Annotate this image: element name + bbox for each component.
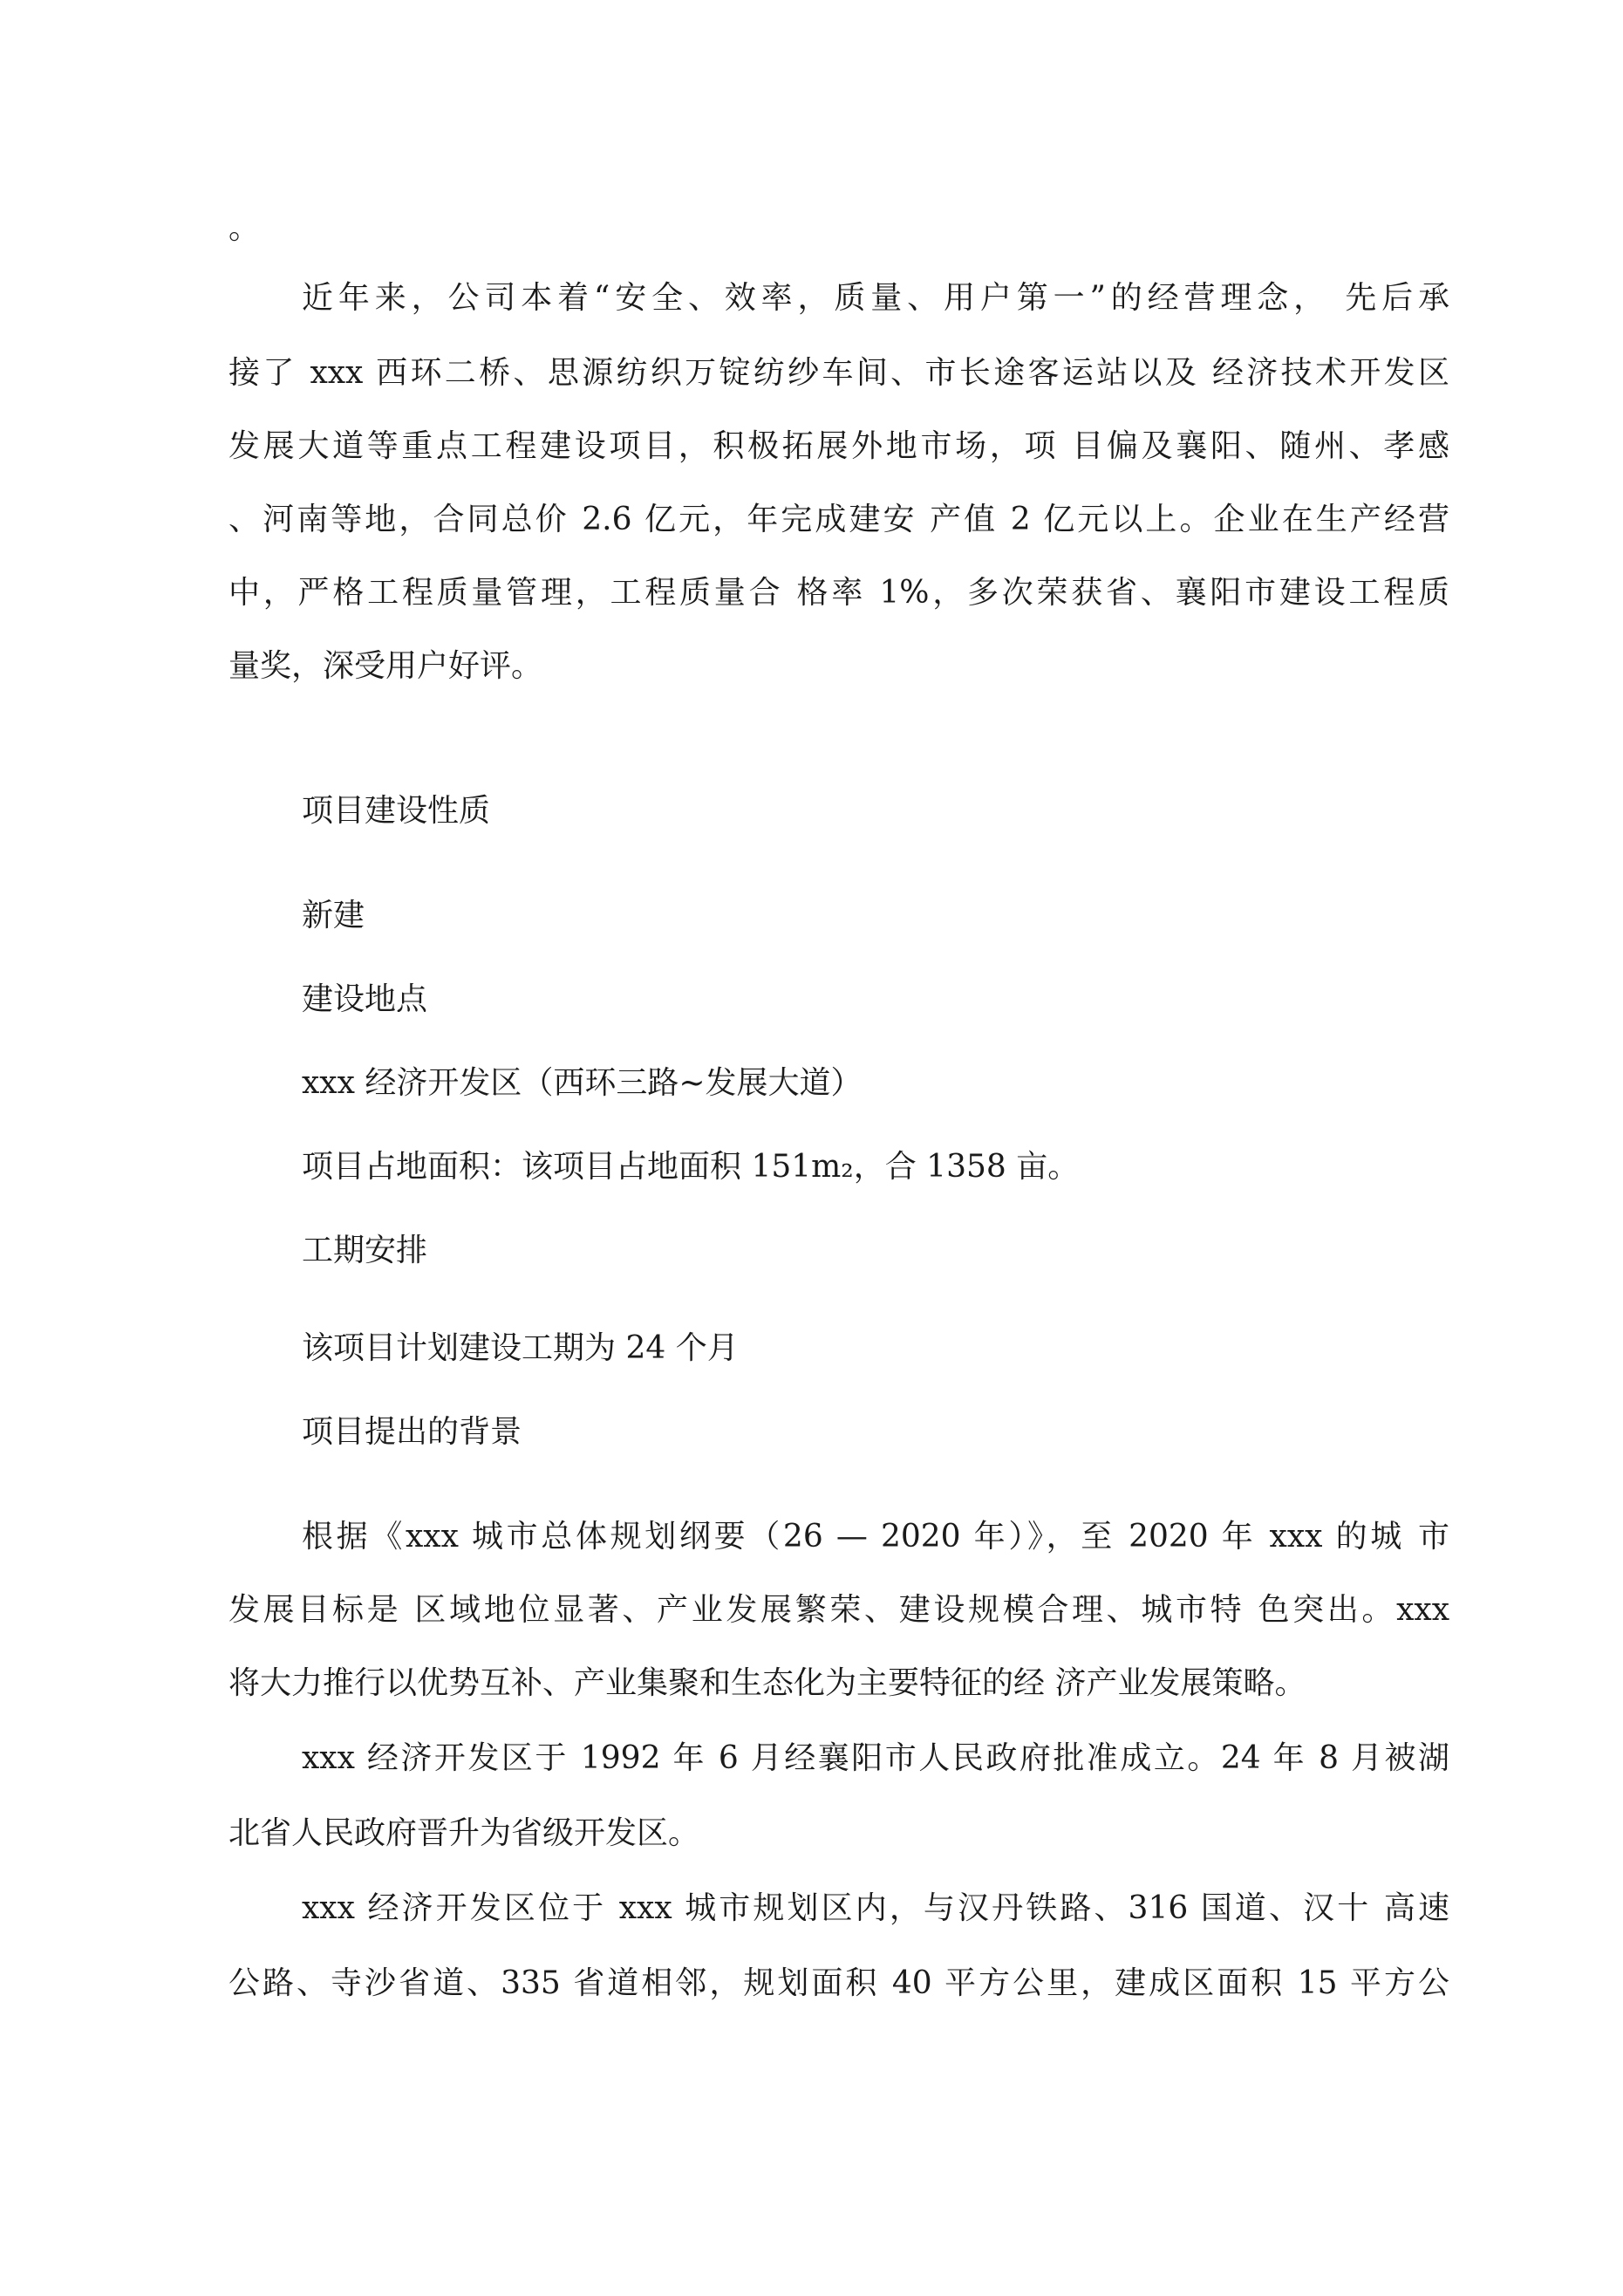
schedule-value: 该项目计划建设工期为 24 个月 [302, 1330, 739, 1366]
leading-mark: 。 [228, 210, 261, 246]
area-text: 项目占地面积：该项目占地面积 151m₂，合 1358 亩。 [302, 1149, 1080, 1185]
paragraph-2-line-2: 发展目标是 区域地位显著、产业发展繁荣、建设规模合理、城市特 色突出。xxx [228, 1592, 1449, 1628]
paragraph-1-line-1: 近年来，公司本着“安全、效率，质量、用户第一”的经营理念， 先后承 [302, 280, 1449, 316]
paragraph-3-line-2: 北省人民政府晋升为省级开发区。 [228, 1815, 700, 1851]
project-nature-value: 新建 [302, 898, 365, 933]
heading-schedule: 工期安排 [302, 1233, 428, 1268]
heading-background: 项目提出的背景 [302, 1414, 522, 1450]
heading-location: 建设地点 [302, 981, 428, 1017]
paragraph-1-line-4: 、河南等地，合同总价 2.6 亿元，年完成建安 产值 2 亿元以上。企业在生产经营 [228, 502, 1449, 537]
location-value: xxx 经济开发区（西环三路~发展大道） [302, 1065, 863, 1101]
paragraph-4-line-2: 公路、寺沙省道、335 省道相邻，规划面积 40 平方公里，建成区面积 15 平方公 [228, 1965, 1449, 2001]
paragraph-3-line-1: xxx 经济开发区于 1992 年 6 月经襄阳市人民政府批准成立。24 年 8 月被湖 [302, 1740, 1449, 1776]
paragraph-1-line-5: 中，严格工程质量管理，工程质量合 格率 1%，多次荣获省、襄阳市建设工程质 [228, 575, 1449, 611]
heading-project-nature: 项目建设性质 [302, 793, 491, 829]
paragraph-2-line-3: 将大力推行以优势互补、产业集聚和生态化为主要特征的经 济产业发展策略。 [228, 1665, 1306, 1701]
paragraph-1-line-2: 接了 xxx 西环二桥、思源纺织万锭纺纱车间、市长途客运站以及 经济技术开发区 [228, 355, 1449, 391]
paragraph-1-line-3: 发展大道等重点工程建设项目，积极拓展外地市场，项 目偏及襄阳、随州、孝感 [228, 428, 1449, 464]
paragraph-2-line-1: 根据《xxx 城市总体规划纲要（26 — 2020 年）》，至 2020 年 xxx 的城 市 [302, 1519, 1449, 1555]
paragraph-4-line-1: xxx 经济开发区位于 xxx 城市规划区内，与汉丹铁路、316 国道、汉十 高速 [302, 1890, 1449, 1926]
paragraph-1-line-6: 量奖，深受用户好评。 [228, 648, 543, 684]
